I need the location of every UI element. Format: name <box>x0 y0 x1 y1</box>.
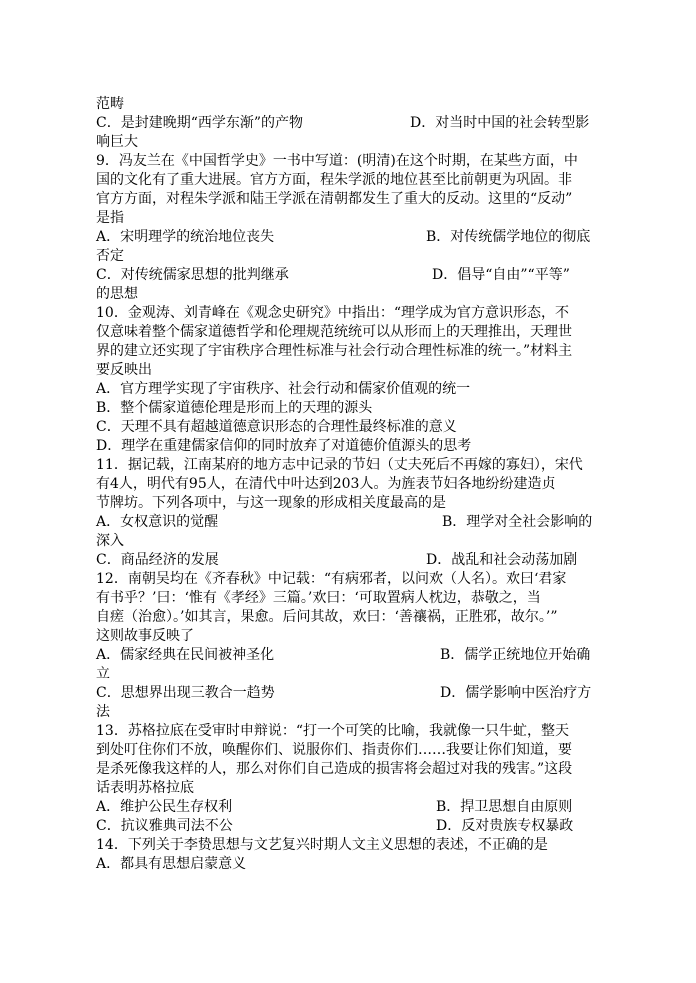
question-10-stem: 10．金观涛、刘青峰在《观念史研究》中指出：“理学成为官方意识形态，不 <box>96 305 569 321</box>
option-b: B．捍卫思想自由原则 <box>436 799 573 815</box>
option-row <box>96 551 606 570</box>
text-line: 范畴 <box>96 96 124 112</box>
text-line: 的思想 <box>96 286 138 302</box>
option-b: B．理学对全社会影响的 <box>442 514 593 530</box>
text-line: 是杀死像我这样的人，那么对你们自己造成的损害将会超过对我的残害。”这段 <box>96 761 573 777</box>
option-b: B．整个儒家道德伦理是形而上的天理的源头 <box>96 400 373 416</box>
text-line: 国的文化有了重大进展。官方方面，程朱学派的地位甚至比前朝更为巩固。非 <box>96 172 572 188</box>
text-line: 要反映出 <box>96 362 152 378</box>
option-d: D．理学在重建儒家信仰的同时放弃了对道德价值源头的思考 <box>96 438 472 454</box>
option-row <box>96 646 606 665</box>
option-row <box>96 798 606 817</box>
option-a: A．女权意识的觉醒 <box>96 514 219 530</box>
text-line: 法 <box>96 704 110 720</box>
option-row <box>96 513 606 532</box>
option-a: A．维护公民生存权利 <box>96 799 233 815</box>
text-line: 否定 <box>96 248 124 264</box>
option-d: D．倡导“自由”“平等” <box>432 267 570 283</box>
text-line: 自瘥（治愈）。’如其言，果愈。后问其故，欢曰：‘善禳祸，正胜邪，故尔。’” <box>96 609 558 625</box>
option-d: D．战乱和社会动荡加剧 <box>426 552 578 568</box>
question-12-stem: 12．南朝吴均在《齐春秋》中记载：“有病邪者，以问欢（人名）。欢曰‘君家 <box>96 571 567 587</box>
option-c: C．天理不具有超越道德意识形态的合理性最终标准的意义 <box>96 419 457 435</box>
question-text <box>96 95 606 874</box>
text-line: 官方方面，对程朱学派和陆王学派在清朝都发生了重大的反动。这里的“反动” <box>96 191 573 207</box>
option-d: D．儒学影响中医治疗方 <box>440 685 592 701</box>
text-line: 有4人，明代有95人，在清代中叶达到203人。为旌表节妇各地纷纷建造贞 <box>96 476 556 492</box>
option-a: A．官方理学实现了宇宙秩序、社会行动和儒家价值观的统一 <box>96 381 471 397</box>
option-b: B．儒学正统地位开始确 <box>440 647 591 663</box>
option-a: A．儒家经典在民间被神圣化 <box>96 647 275 663</box>
text-line: 深入 <box>96 533 124 549</box>
option-c: C．对传统儒家思想的批判继承 <box>96 267 289 283</box>
text-line: 响巨大 <box>96 134 138 150</box>
question-14-stem: 14．下列关于李贽思想与文艺复兴时期人文主义思想的表述，不正确的是 <box>96 837 548 853</box>
option-c: C．是封建晚期“西学东渐”的产物 <box>96 115 304 131</box>
text-line: 仅意味着整个儒家道德哲学和伦理规范统统可以从形而上的天理推出，天理世 <box>96 324 572 340</box>
question-9-stem: 9．冯友兰在《中国哲学史》一书中写道：(明清)在这个时期，在某些方面，中 <box>96 153 578 169</box>
option-row <box>96 684 606 703</box>
option-row <box>96 114 606 133</box>
option-row <box>96 266 606 285</box>
text-line: 节牌坊。下列各项中，与这一现象的形成相关度最高的是 <box>96 495 446 511</box>
text-line: 到处叮住你们不放，唤醒你们、说服你们、指责你们……我要让你们知道，要 <box>96 742 572 758</box>
option-d: D．反对贵族专权暴政 <box>436 818 574 834</box>
text-line: 是指 <box>96 210 124 226</box>
option-row <box>96 228 606 247</box>
option-row <box>96 817 606 836</box>
option-a: A．宋明理学的统治地位丧失 <box>96 229 275 245</box>
question-11-stem: 11．据记载，江南某府的地方志中记录的节妇（丈夫死后不再嫁的寡妇），宋代 <box>96 457 583 473</box>
option-d: D．对当时中国的社会转型影 <box>410 115 590 131</box>
text-line: 有书乎？’曰：‘惟有《孝经》三篇。’欢曰：‘可取置病人枕边，恭敬之，当 <box>96 590 541 606</box>
option-b: B．对传统儒学地位的彻底 <box>426 229 591 245</box>
option-c: C．抗议雅典司法不公 <box>96 818 233 834</box>
option-c: C．商品经济的发展 <box>96 552 219 568</box>
option-c: C．思想界出现三教合一趋势 <box>96 685 275 701</box>
text-line: 话表明苏格拉底 <box>96 780 194 796</box>
text-line: 界的建立还实现了宇宙秩序合理性标准与社会行动合理性标准的统一。”材料主 <box>96 343 573 359</box>
option-a: A．都具有思想启蒙意义 <box>96 856 247 872</box>
text-line: 这则故事反映了 <box>96 628 194 644</box>
text-line: 立 <box>96 666 110 682</box>
question-13-stem: 13．苏格拉底在受审时申辩说：“打一个可笑的比喻，我就像一只牛虻，整天 <box>96 723 569 739</box>
